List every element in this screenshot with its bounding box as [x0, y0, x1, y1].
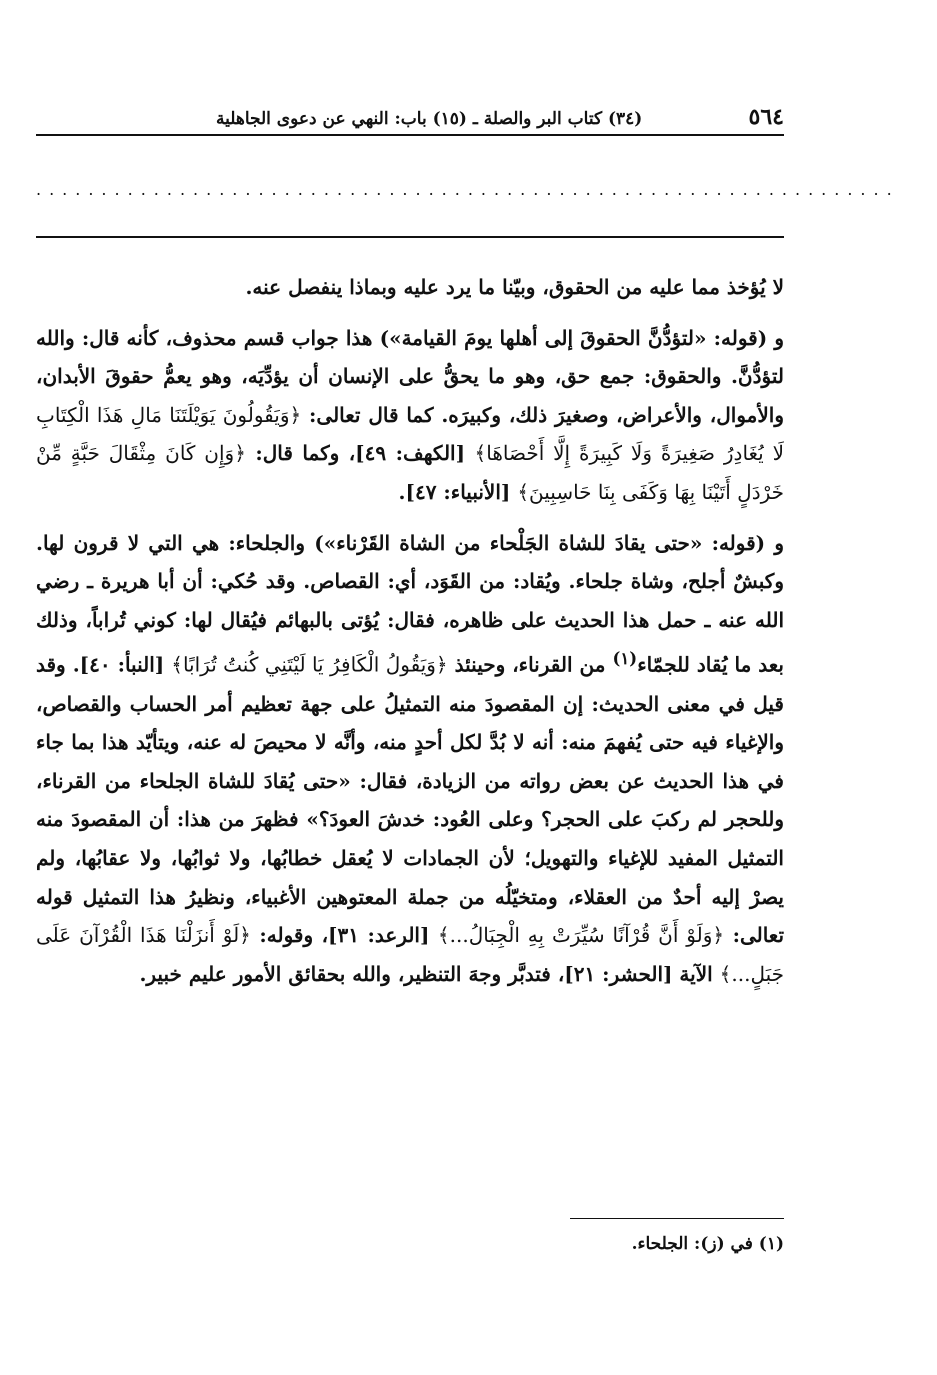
quran-verse-kahf: ﴿وَيَقُولُونَ يَوَيْلَتَنَا مَالِ هَذَا الْكِتَابِ لَا يُغَادِرُ صَغِيرَةً وَلَا كَبِيرَةً إِلَّا أَحْصَاهَا﴾: [36, 402, 785, 466]
paragraph-3-text-a: و (قوله: «حتى يقادَ للشاة الجَلْحاء من الشاة القَرْناء») والجلحاء: هي التي لا قرون لها. وكبشٌ أجلح، وشاة جلحاء. ويُقاد: من القَوَد، أي: القصاص. وقد حُكي: أن أبا هريرة ـ رضي الله عنه ـ حمل هذا الحديث على ظاهره، فقال: يُؤتى بالبهائم فيُقال لها: كوني تُراباً، وذلك بعد ما يُقاد للجمّاء: [36, 530, 785, 677]
section-divider: [36, 236, 784, 238]
paragraph-2-text-b: [الكهف: ٤٩]، وكما قال:: [245, 441, 475, 466]
quran-verse-anbiya: ﴿وَإِن كَانَ مِثْقَالَ حَبَّةٍ مِّنْ خَرْدَلٍ أَتَيْنَا بِهَا وَكَفَى بِنَا حَاسِبِينَ﴾: [36, 441, 784, 504]
running-title: (٣٤) كتاب البر والصلة ـ (١٥) باب: النهي عن دعوى الجاهلية: [216, 109, 643, 129]
paragraph-2-text-c: [الأنبياء: ٤٧].: [398, 479, 518, 504]
paragraph-3: [36, 524, 784, 994]
omission-dots: ..................................................................: [36, 180, 900, 199]
page-number: ٥٦٤: [748, 104, 784, 130]
footnote: (١) في (ز): الجلحاء.: [631, 1234, 784, 1254]
main-text: [36, 268, 784, 1005]
paragraph-2: [36, 319, 784, 512]
paragraph-1: لا يُؤخذ مما عليه من الحقوق، وبيّنا ما يرد عليه وبماذا ينفصل عنه.: [245, 275, 784, 299]
paragraph-2-text-a: و (قوله: «لتؤدُّنَّ الحقوقَ إلى أهلها يومَ القيامة») هذا جواب قسم محذوف، كأنه قال: والله لتؤدُّنَّ. والحقوق: جمع حق، وهو ما يحقُّ على الإنسان أن يؤدِّيَه، وهو يعمُّ حقوقَ الأبدان، والأموال، والأعراض، وصغيرَ ذلك، وكبيرَه. كما قال تعالى:: [36, 325, 784, 427]
page-header: [36, 100, 784, 136]
document-page: [36, 0, 900, 1375]
quran-verse-naba: ﴿وَيَقُولُ الْكَافِرُ يَا لَيْتَنِي كُنتُ تُرَابًا﴾: [171, 653, 448, 677]
footnote-divider: [570, 1218, 784, 1219]
paragraph-3-text-b: من القرناء، وحينئذ: [447, 653, 613, 677]
quran-verse-hashr: ﴿لَوْ أَنزَلْنَا هَذَا الْقُرْآنَ عَلَى جَبَلٍ...﴾: [36, 923, 784, 986]
paragraph-3-text-e: الآية [الحشر: ٢١]، فتدبَّر وجهَ التنظير، والله بحقائق الأمور عليم خبير.: [139, 961, 720, 986]
paragraph-3-text-c: [النبأ: ٤٠]. وقد قيل في معنى الحديث: إن المقصودَ منه التمثيلُ على جهة تعظيم أمر الحساب والقصاص، والإغياء فيه حتى يُفهمَ منه: أنه لا بُدَّ لكل أحدٍ منه، وأنَّه لا محيصَ له عنه، ويتأيّد هذا بما جاء في هذا الحديث عن بعض رواته من الزيادة، فقال: «حتى يُقادَ للشاة الجلحاء من القرناء، وللحجر لم ركبَ على الحجر؟ وعلى العُود: خدشَ العودَ؟» فظهرَ من هذا: أن المقصودَ منه التمثيل المفيد للإغياء والتهويل؛ لأن الجمادات لا يُعقل خطابُها، ولا ثوابُها، ولا عقابُها، ولم يصرْ إليه أحدٌ من العقلاء، ومتخيّلُه من جملة المعتوهين الأغبياء، ونظيرُ هذا التمثيل قوله تعالى:: [36, 653, 785, 948]
footnote-reference: (١): [612, 648, 638, 669]
quran-verse-rad: ﴿وَلَوْ أَنَّ قُرْآنًا سُيِّرَتْ بِهِ الْجِبَالُ...﴾: [437, 923, 725, 948]
paragraph-3-text-d: [الرعد: ٣١]، وقوله:: [250, 923, 438, 948]
